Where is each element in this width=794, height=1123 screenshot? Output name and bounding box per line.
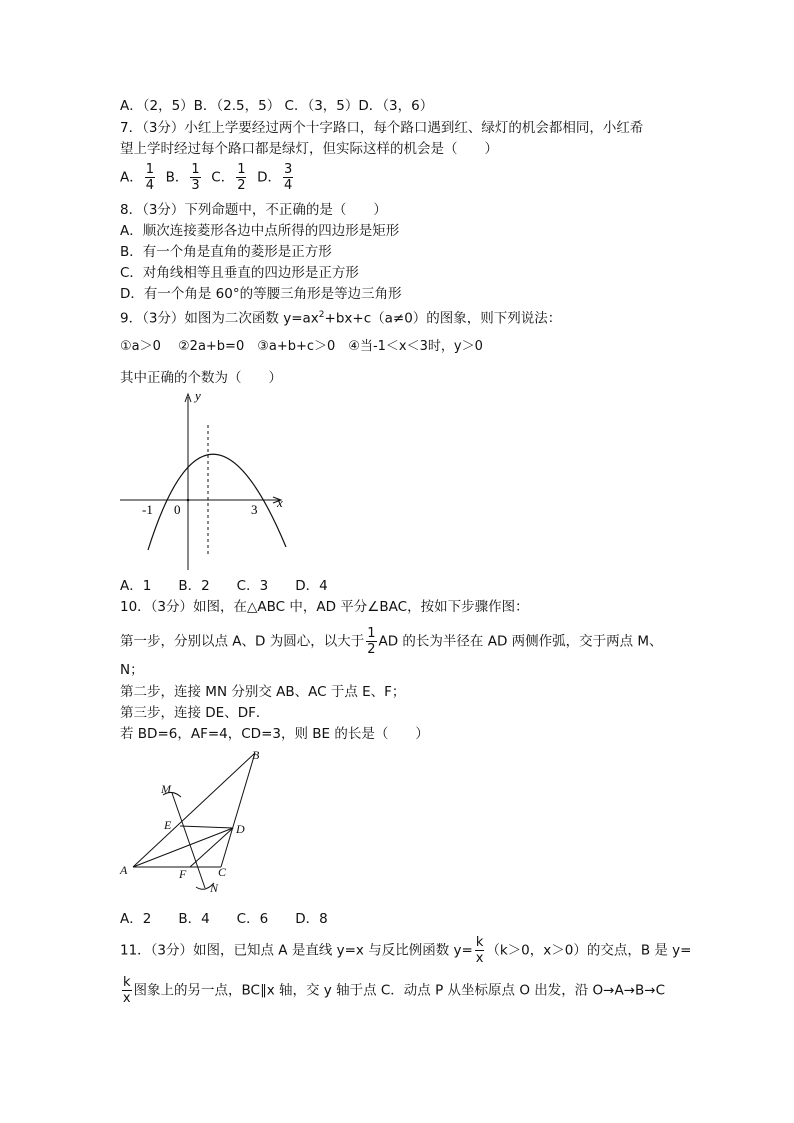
q11-k-over-x-fraction-2: $\frac{k}{x}$ [122,975,131,1006]
q9-options: A．1 B．2 C．3 D．4 [120,578,328,594]
q7-option-a-fraction: $\frac{1}{4}$ [145,162,155,193]
label-a: A [120,863,128,877]
q7-option-d-label: D． [257,169,281,186]
origin-dot [187,499,190,502]
label-c: C [218,865,227,879]
label-f: F [179,867,187,881]
q7-stem-line1: 7．（3分）小红上学要经过两个十字路口，每个路口遇到红、绿灯的机会都相同，小红希 [120,120,644,136]
q6-options: A．（2，5）B．（2.5，5） C．（3，5）D．（3，6） [120,98,434,114]
q7-option-c-label: C． [211,169,235,186]
label-d: D [236,822,245,836]
q8-stem: 8．（3分）下列命题中，不正确的是（ ） [120,202,387,218]
tick-label-3: 3 [251,502,258,517]
tick-label-0: 0 [174,502,181,517]
label-b: B [252,748,260,762]
segment-ad [133,828,233,867]
tick-label-neg1: -1 [142,502,153,517]
label-e: E [164,818,172,832]
side-ab [133,753,255,867]
q8-option-b: B．有一个角是直角的菱形是正方形 [120,244,332,260]
q7-option-c-fraction: $\frac{1}{2}$ [237,162,246,193]
q10-triangle-figure [115,743,275,903]
q7-stem-line2: 望上学时经过每个路口都是绿灯，但实际这样的机会是（ ） [120,141,498,157]
q10-step3: 第三步，连接 DE、DF． [120,705,270,721]
parabola-curve [148,454,286,550]
q8-option-a: A．顺次连接菱形各边中点所得的四边形是矩形 [120,223,400,239]
q7-option-b-label: B． [165,169,189,186]
q11-line1: 11．（3分）如图，已知点 A 是直线 y=x 与反比例函数 y= $\frac{k}{x}$ （k＞0，x＞0）的交点，B 是 y= [120,935,692,966]
q9-parabola-graph [115,385,295,575]
q11-line2: $\frac{k}{x}$ 图象上的另一点，BC∥x 轴，交 y 轴于点 C．动点 P 从坐标原点 O 出发，沿 O→A→B→C [122,975,666,1006]
q8-option-c: C．对角线相等且垂直的四边形是正方形 [120,265,359,281]
side-cb [221,753,255,867]
q8-option-d: D．有一个角是 60°的等腰三角形是等边三角形 [120,286,402,302]
q7-options [120,162,295,193]
label-n: N [210,881,219,895]
q9-question: 其中正确的个数为（ ） [120,370,282,386]
q10-step2: 第二步，连接 MN 分别交 AB、AC 于点 E、F； [120,684,406,700]
q7-option-b-fraction: $\frac{1}{3}$ [191,162,200,193]
q10-step1: 第一步，分别以点 A、D 为圆心，以大于 $\frac{1}{2}$ AD 的长为半径在 AD 两侧作弧，交于两点 M、 [120,626,663,657]
q7-option-a-label: A． [120,169,143,186]
q7-option-d-fraction: $\frac{3}{4}$ [283,162,293,193]
q9-statements: ①a＞0 ②2a+b=0 ③a+b+c＞0 ④当-1＜x＜3时，y＞0 [120,339,483,354]
segment-de [180,826,233,828]
q10-given: 若 BD=6，AF=4，CD=3，则 BE 的长是（ ） [120,726,429,742]
label-m: M [161,782,171,796]
q10-step1-cont: N； [120,662,144,678]
q9-stem: 9．（3分）如图为二次函数 $y=ax^2+bx+c(a\ne 0)$的图象，则下列说法： [120,310,562,327]
q10-options: A．2 B．4 C．6 D．8 [120,911,328,927]
x-axis-label: x [277,495,283,510]
q10-stem: 10．（3分）如图，在△ABC 中，AD 平分∠BAC，按如下步骤作图： [120,599,529,615]
q11-k-over-x-fraction: $\frac{k}{x}$ [475,935,484,966]
y-axis-label: y [195,388,201,403]
q10-half-fraction: $\frac{1}{2}$ [367,626,376,657]
